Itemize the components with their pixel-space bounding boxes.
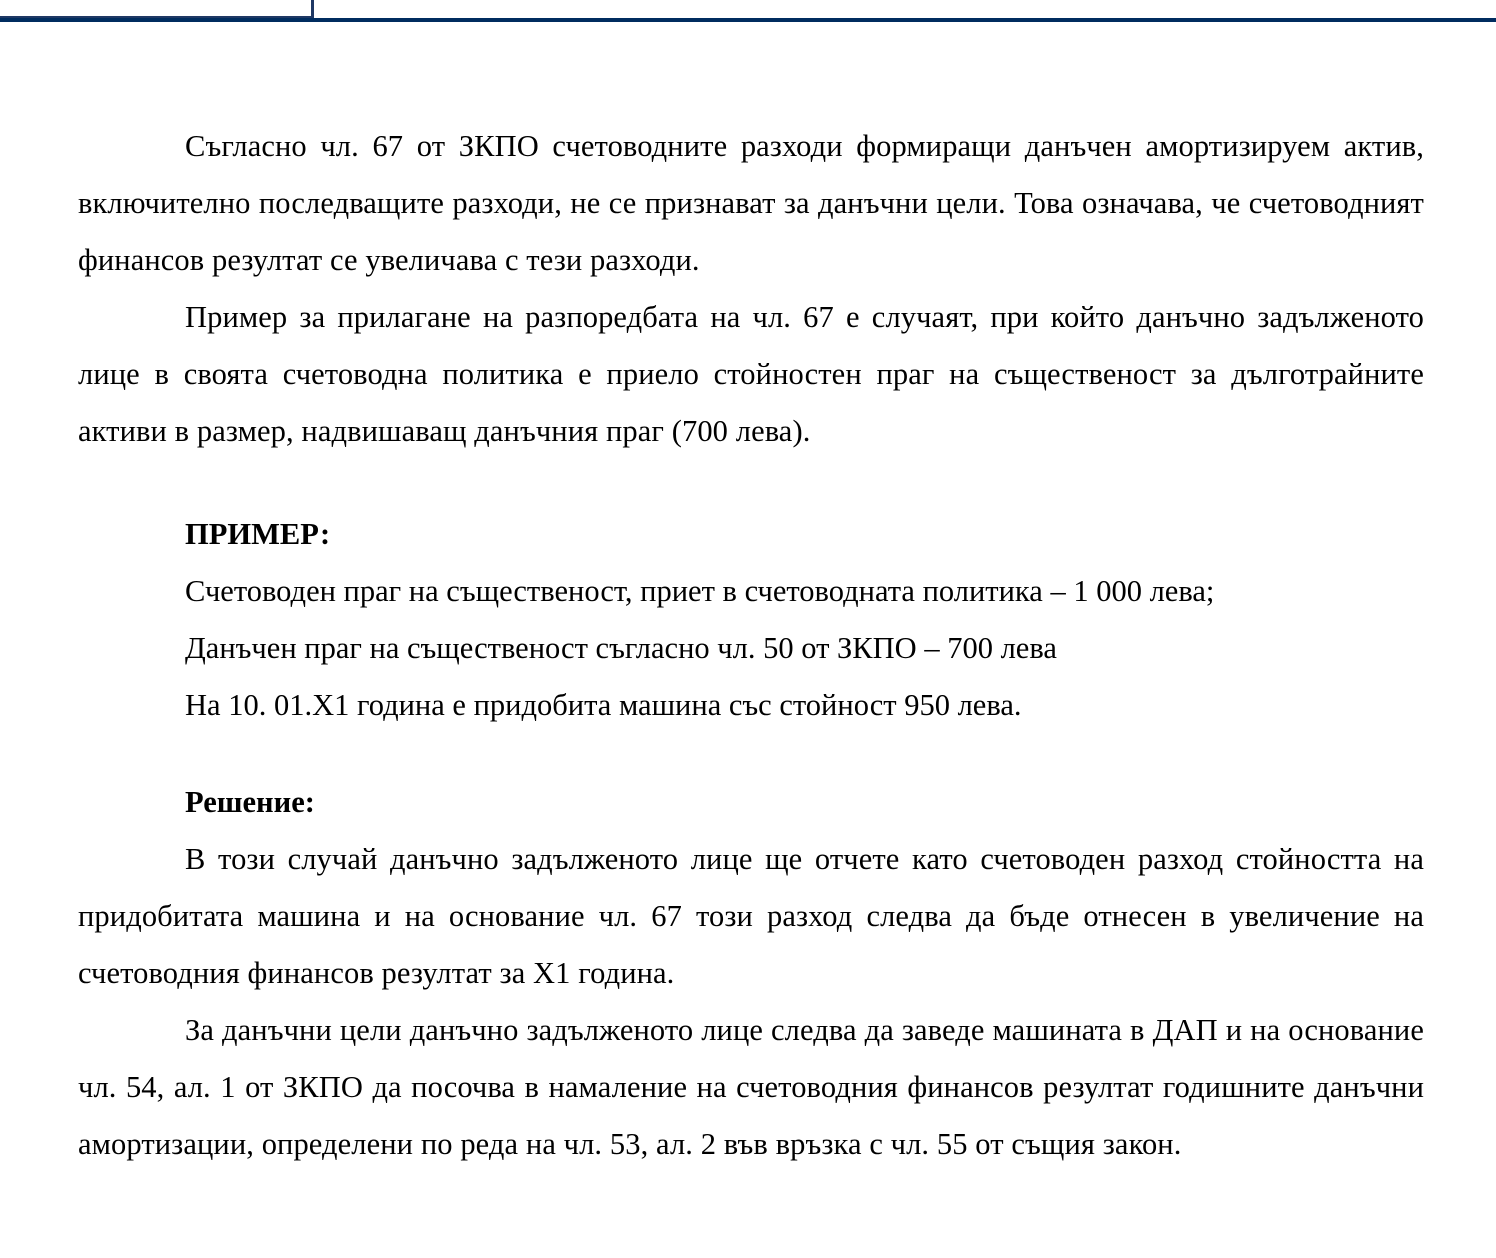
example-heading: ПРИМЕР: [185, 517, 331, 551]
paragraph-solution-tax-depreciation: За данъчни цели данъчно задълженото лице следва да заведе машината в ДАП и на основание чл. 54, ал. 1 от ЗКПО да посочва в намаление на счетоводния финансов резултат годишните данъчни амортизации, определени по реда на чл. 53, ал. 2 във връзка с чл. 55 от същия закон. [78, 1013, 1424, 1161]
document-body [0, 26, 1496, 1173]
example-line-tax-threshold: Данъчен праг на същественост съгласно чл. 50 от ЗКПО – 700 лева [185, 631, 1057, 665]
solution-spacer [78, 734, 1424, 774]
paragraph-solution-accounting-expense: В този случай данъчно задълженото лице ще отчете като счетоводен разход стойността на придобитата машина и на основание чл. 67 този разход следва да бъде отнесен в увеличение на счетоводния финансов резултат за Х1 година. [78, 842, 1424, 990]
example-line-accounting-threshold: Счетоводен праг на същественост, приет в счетоводната политика – 1 000 лева; [185, 574, 1215, 608]
paragraph-article-67: Съгласно чл. 67 от ЗКПО счетоводните разходи формиращи данъчен амортизируем актив, включително последващите разходи, не се признават за данъчни цели. Това означава, че счетоводният финансов резултат се увеличава с тези разходи. [78, 129, 1424, 277]
page-header-decoration [0, 0, 1496, 26]
top-spacer [78, 26, 1424, 118]
example-spacer [78, 460, 1424, 506]
example-line-machine-acquisition: На 10. 01.Х1 година е придобита машина със стойност 950 лева. [185, 688, 1022, 722]
header-vertical-tick [311, 0, 314, 18]
solution-heading: Решение: [185, 785, 315, 819]
paragraph-example-intro: Пример за прилагане на разпоредбата на чл. 67 е случаят, при който данъчно задълженото лице в своята счетоводна политика е приело стойностен праг на същественост за дълготрайните активи в размер, надвишаващ данъчния праг (700 лева). [78, 300, 1424, 448]
header-horizontal-rule [0, 18, 1496, 22]
